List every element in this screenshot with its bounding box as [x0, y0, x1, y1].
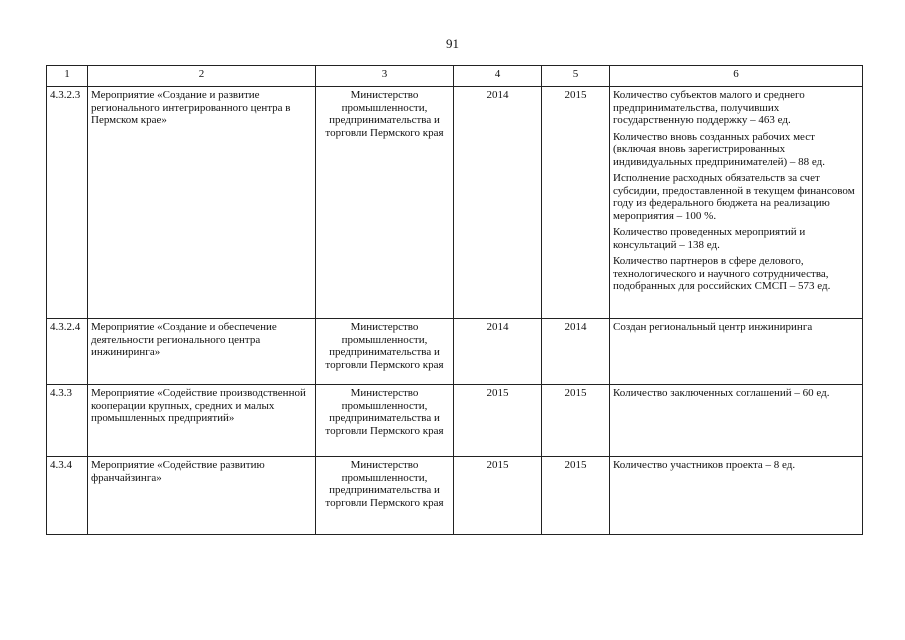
end-year: 2014 — [542, 319, 610, 385]
results-cell — [610, 319, 863, 385]
start-year: 2015 — [454, 457, 542, 535]
result-item: Количество заключенных соглашений – 60 ед. — [613, 387, 830, 399]
results-cell — [610, 87, 863, 319]
executor: Министерство промышленности, предпринимательства и торговли Пермского края — [316, 457, 454, 535]
result-item: Количество проведенных мероприятий и консультаций – 138 ед. — [613, 226, 806, 251]
activity-code: 4.3.2.4 — [47, 319, 88, 385]
start-year: 2015 — [454, 385, 542, 457]
column-header: 2 — [88, 66, 316, 87]
column-header: 4 — [454, 66, 542, 87]
executor: Министерство промышленности, предпринимательства и торговли Пермского края — [316, 87, 454, 319]
result-item: Исполнение расходных обязательств за счет субсидии, предоставленной в текущем финансовом году из федерального бюджета на реализацию мероприятия – 100 %. — [613, 172, 855, 222]
activity-name: Мероприятие «Создание и обеспечение деятельности регионального центра инжиниринга» — [88, 319, 316, 385]
table-row — [47, 457, 863, 535]
end-year: 2015 — [542, 87, 610, 319]
result-item: Количество участников проекта – 8 ед. — [613, 459, 796, 471]
result-item: Создан региональный центр инжиниринга — [613, 321, 813, 333]
activity-code: 4.3.3 — [47, 385, 88, 457]
activity-name: Мероприятие «Содействие производственной кооперации крупных, средних и малых промышленных предприятий» — [88, 385, 316, 457]
column-header: 6 — [610, 66, 863, 87]
executor: Министерство промышленности, предпринимательства и торговли Пермского края — [316, 385, 454, 457]
start-year: 2014 — [454, 319, 542, 385]
end-year: 2015 — [542, 457, 610, 535]
activity-name: Мероприятие «Содействие развитию франчайзинга» — [88, 457, 316, 535]
column-header: 1 — [47, 66, 88, 87]
results-cell — [610, 385, 863, 457]
column-header: 5 — [542, 66, 610, 87]
activity-code: 4.3.2.3 — [47, 87, 88, 319]
start-year: 2014 — [454, 87, 542, 319]
activity-code: 4.3.4 — [47, 457, 88, 535]
end-year: 2015 — [542, 385, 610, 457]
executor: Министерство промышленности, предпринимательства и торговли Пермского края — [316, 319, 454, 385]
column-header: 3 — [316, 66, 454, 87]
page-number: 91 — [446, 36, 459, 51]
table-row — [47, 87, 863, 319]
activity-name: Мероприятие «Создание и развитие регионального интегрированного центра в Пермском крае» — [88, 87, 316, 319]
result-item: Количество вновь созданных рабочих мест (включая вновь зарегистрированных индивидуальных предпринимателей) – 88 ед. — [613, 130, 825, 168]
program-activities-table — [46, 65, 863, 535]
header-row — [47, 66, 863, 87]
table-row — [47, 319, 863, 385]
result-item: Количество субъектов малого и среднего предпринимательства, получивших государственную поддержку – 463 ед. — [613, 89, 805, 126]
result-item: Количество партнеров в сфере делового, технологического и научного сотрудничества, подобранных для российских СМСП – 573 ед. — [613, 255, 831, 292]
table-row — [47, 385, 863, 457]
results-cell — [610, 457, 863, 535]
